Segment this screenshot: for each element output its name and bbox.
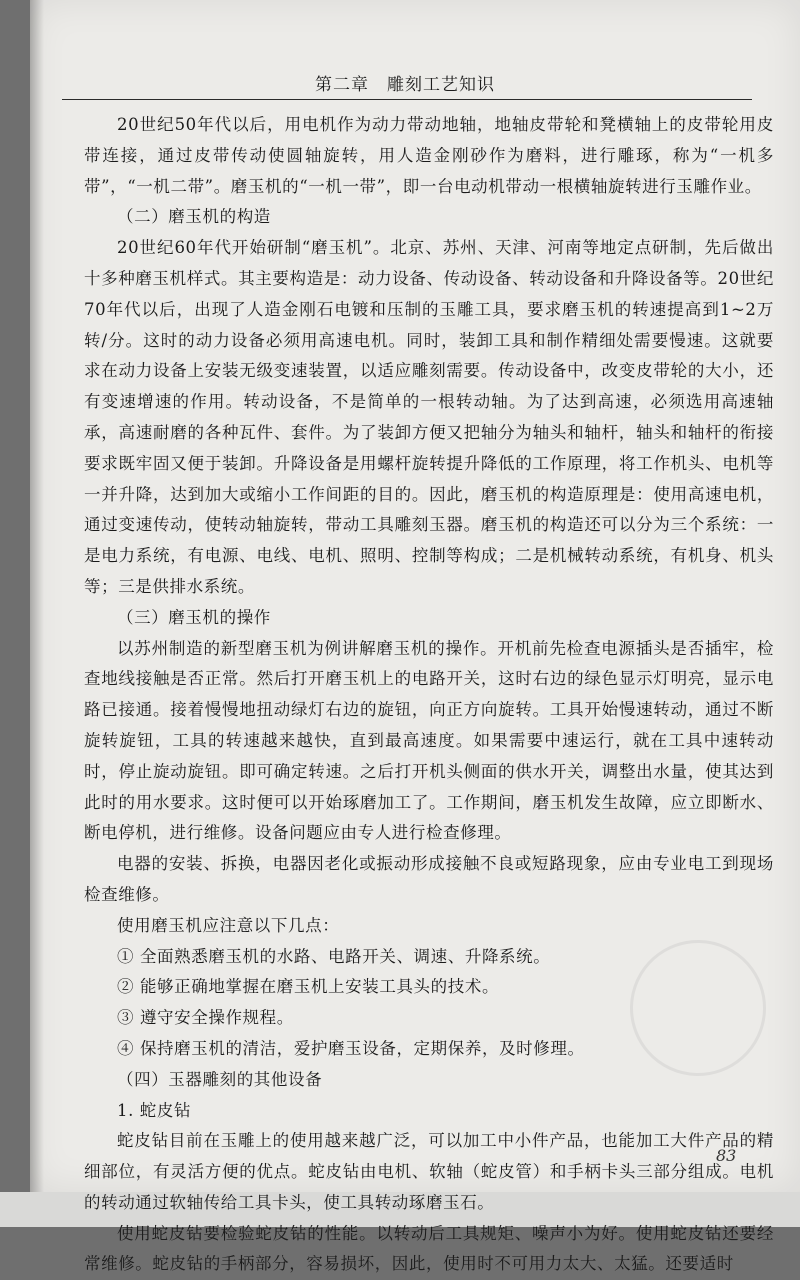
binding-shadow [30, 0, 44, 1192]
paragraph: 20世纪60年代开始研制“磨玉机”。北京、苏州、天津、河南等地定点研制，先后做出十多种磨玉机样式。其主要构造是：动力设备、传动设备、转动设备和升降设备等。20世纪70年代以后，出现了人造金刚石电镀和压制的玉雕工具，要求磨玉机的转速提高到1~2万转/分。这时的动力设备必须用高速电机。同时，装卸工具和制作精细处需要慢速。这就要求在动力设备上安装无级变速装置，以适应雕刻需要。传动设备中，改变皮带轮的大小，还有变速增速的作用。转动设备，不是简单的一根转动轴。为了达到高速，必须选用高速轴承，高速耐磨的各种瓦件、套件。为了装卸方便又把轴分为轴头和轴杆，轴头和轴杆的衔接要求既牢固又便于装卸。升降设备是用螺杆旋转提升降低的工作原理，将工作机头、电机等一并升降，达到加大或缩小工作间距的目的。因此，磨玉机的构造原理是：使用高速电机，通过变速传动，使转动轴旋转，带动工具雕刻玉器。磨玉机的构造还可以分为三个系统：一是电力系统，有电源、电线、电机、照明、控制等构成；二是机械转动系统，有机身、机头等；三是供排水系统。 [84, 238, 774, 596]
section-heading: （三）磨玉机的操作 [117, 607, 271, 627]
list-item: ① 全面熟悉磨玉机的水路、电路开关、调速、升降系统。 [117, 946, 551, 966]
page-number: 83 [716, 1146, 737, 1165]
paragraph: 以苏州制造的新型磨玉机为例讲解磨玉机的操作。开机前先检查电源插头是否插牢，检查地线接触是否正常。然后打开磨玉机上的电路开关，这时右边的绿色显示灯明亮，显示电路已接通。接着慢慢地扭动绿灯右边的旋钮，向正方向旋转。工具开始慢速转动，通过不断旋转旋钮，工具的转速越来越快，直到最高速度。如果需要中速运行，就在工具中速转动时，停止旋动旋钮。即可确定转速。之后打开机头侧面的供水开关，调整出水量，使其达到此时的用水要求。这时便可以开始琢磨加工了。工作期间，磨玉机发生故障，应立即断水、断电停机，进行维修。设备问题应由专人进行检查修理。 [84, 638, 774, 843]
section-heading: （二）磨玉机的构造 [117, 207, 271, 227]
list-item: ③ 遵守安全操作规程。 [117, 1008, 294, 1028]
paragraph: 蛇皮钻目前在玉雕上的使用越来越广泛，可以加工中小件产品，也能加工大件产品的精细部位，有灵活方便的优点。蛇皮钻由电机、软轴（蛇皮管）和手柄卡头三部分组成。电机的转动通过软轴传给工具卡头，使工具转动琢磨玉石。 [84, 1131, 774, 1212]
subsection-heading: 1. 蛇皮钻 [117, 1100, 192, 1120]
list-item: ② 能够正确地掌握在磨玉机上安装工具头的技术。 [117, 977, 500, 997]
page-body [84, 110, 774, 1280]
section-heading: （四）玉器雕刻的其他设备 [117, 1069, 323, 1089]
paragraph: 20世纪50年代以后，用电机作为动力带动地轴，地轴皮带轮和凳横轴上的皮带轮用皮带连接，通过皮带传动使圆轴旋转，用人造金刚砂作为磨料，进行雕琢，称为“一机多带”，“一机二带”。磨玉机的“一机一带”，即一台电动机带动一根横轴旋转进行玉雕作业。 [84, 115, 774, 196]
paragraph: 使用蛇皮钻要检验蛇皮钻的性能。以转动后工具规矩、噪声小为好。使用蛇皮钻还要经常维修。蛇皮钻的手柄部分，容易损坏，因此，使用时不可用力太大、太猛。还要适时 [84, 1223, 774, 1274]
list-item: ④ 保持磨玉机的清洁，爱护磨玉设备，定期保养，及时修理。 [117, 1038, 585, 1058]
paragraph: 使用磨玉机应注意以下几点： [117, 915, 340, 935]
header-rule [62, 99, 752, 100]
paragraph: 电器的安装、拆换，电器因老化或振动形成接触不良或短路现象，应由专业电工到现场检查维修。 [84, 854, 774, 904]
chapter-header: 第二章 雕刻工艺知识 [315, 75, 495, 95]
